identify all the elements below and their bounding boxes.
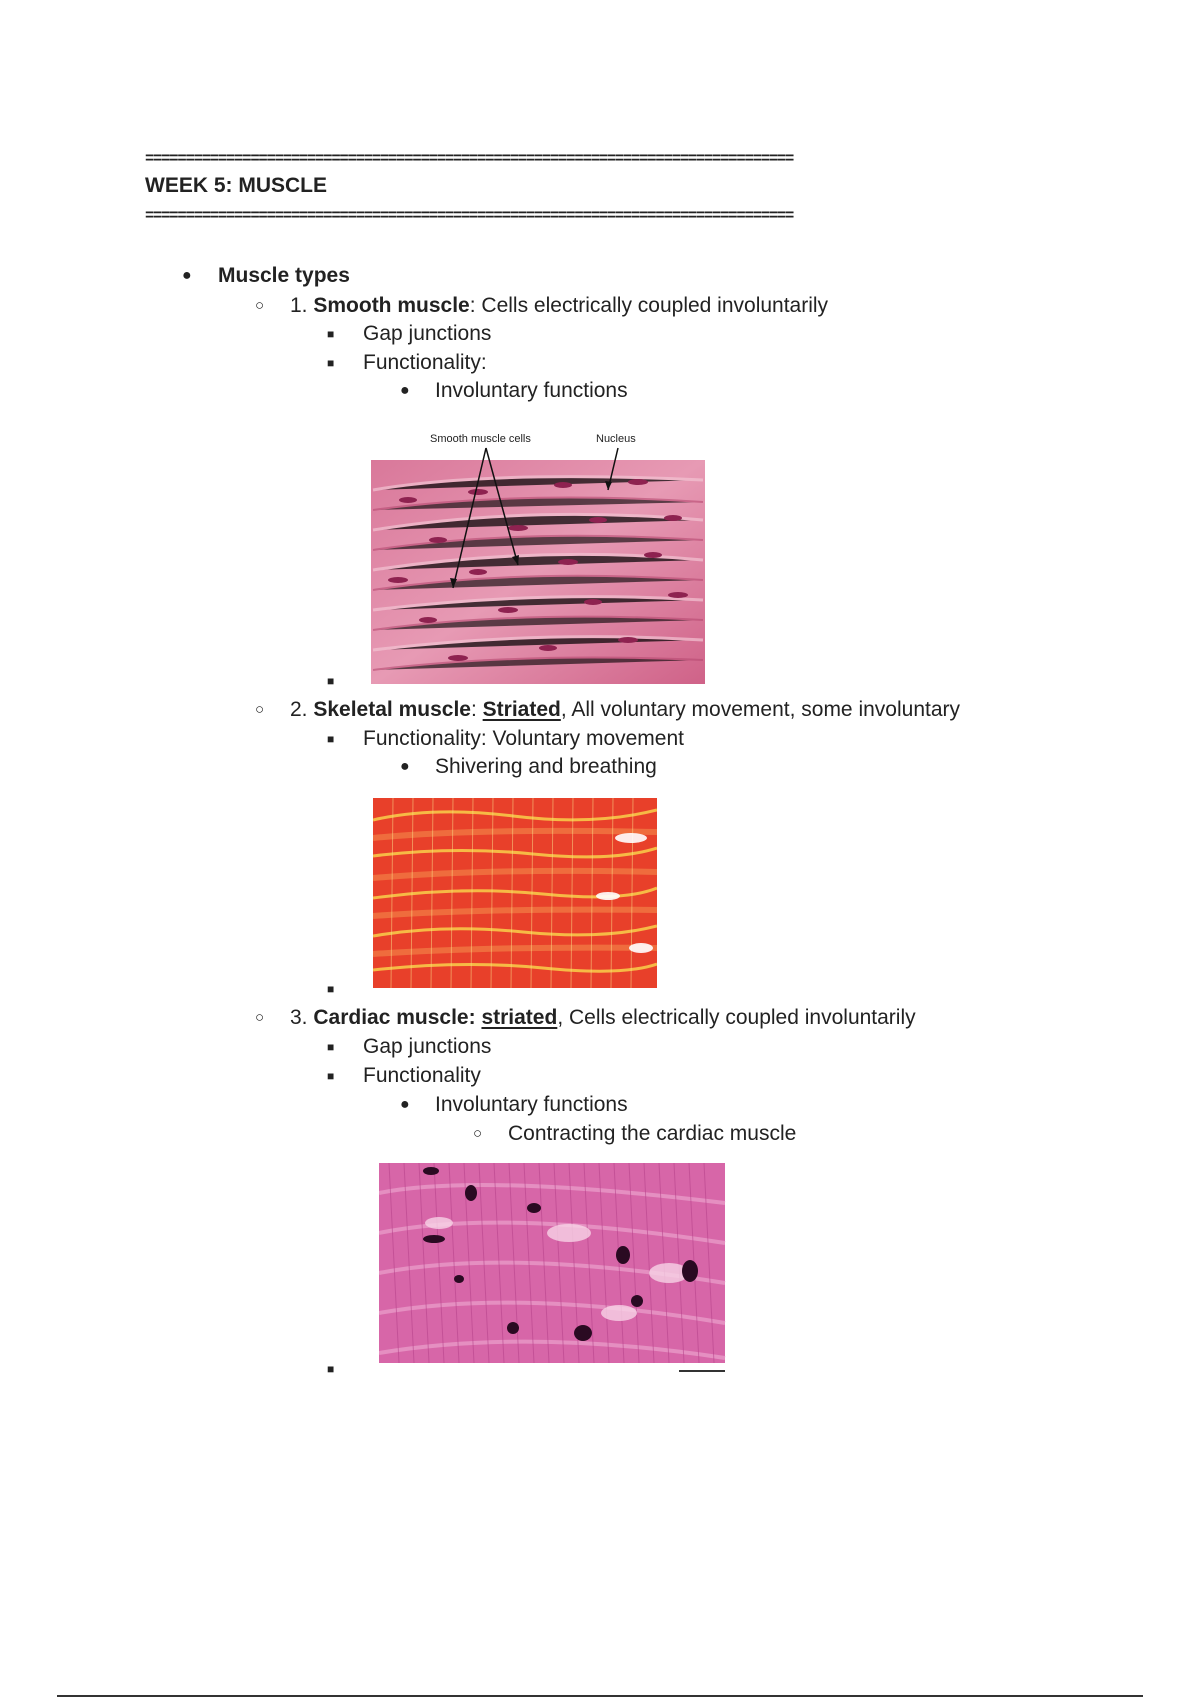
page-title: WEEK 5: MUSCLE <box>145 174 328 197</box>
label-smooth-muscle-cells: Smooth muscle cells <box>430 433 531 445</box>
list-item: Involuntary functions <box>435 1093 628 1116</box>
bullet-square: ■ <box>327 732 335 746</box>
list-item: Contracting the cardiac muscle <box>508 1122 797 1145</box>
bullet-circle: ○ <box>255 701 265 718</box>
cardiac-muscle-desc: , Cells electrically coupled involuntarily <box>557 1006 916 1029</box>
item-number: 2. <box>290 698 308 721</box>
colon: : <box>470 698 477 721</box>
skeletal-muscle-name: Skeletal muscle <box>313 698 471 721</box>
cardiac-muscle-micrograph <box>379 1163 727 1378</box>
bullet-disc: ● <box>182 267 192 284</box>
bullet-square: ■ <box>327 1069 335 1083</box>
bullet-square: ■ <box>327 327 335 341</box>
skeletal-striated-emphasis: Striated <box>482 698 561 721</box>
smooth-muscle-micrograph <box>368 420 708 685</box>
list-item: Functionality: <box>363 351 487 374</box>
cardiac-striated-emphasis: striated <box>481 1006 558 1029</box>
list-item: Shivering and breathing <box>435 755 657 778</box>
list-item: Gap junctions <box>363 1035 492 1058</box>
list-item-muscle-types <box>218 262 350 290</box>
list-item-skeletal-muscle <box>290 696 960 724</box>
bullet-square: ■ <box>327 1040 335 1054</box>
bullet-disc: ● <box>400 758 410 775</box>
muscle-types-label: Muscle types <box>218 264 350 287</box>
bullet-square: ■ <box>327 674 335 688</box>
smooth-muscle-desc: : Cells electrically coupled involuntarily <box>469 294 829 317</box>
top-divider: ================================================================================ <box>145 150 794 168</box>
bullet-square: ■ <box>327 356 335 370</box>
list-item: Gap junctions <box>363 322 492 345</box>
list-item-cardiac-muscle <box>290 1004 916 1032</box>
bullet-circle: ○ <box>473 1125 483 1142</box>
page-bottom-rule <box>57 1695 1143 1697</box>
item-number: 1. <box>290 294 308 317</box>
bullet-disc: ● <box>400 382 410 399</box>
list-item: Functionality: Voluntary movement <box>363 727 684 750</box>
bullet-disc: ● <box>400 1096 410 1113</box>
bullet-circle: ○ <box>255 297 265 314</box>
cardiac-muscle-name: Cardiac muscle: <box>313 1006 476 1029</box>
list-item: Involuntary functions <box>435 379 628 402</box>
bottom-divider: ================================================================================ <box>145 207 794 225</box>
list-item-smooth-muscle <box>290 292 828 320</box>
bullet-square: ■ <box>327 1362 335 1376</box>
smooth-muscle-name: Smooth muscle <box>313 294 470 317</box>
bullet-square: ■ <box>327 982 335 996</box>
bullet-circle: ○ <box>255 1009 265 1026</box>
skeletal-muscle-micrograph <box>373 798 657 990</box>
label-nucleus: Nucleus <box>596 433 636 445</box>
item-number: 3. <box>290 1006 308 1029</box>
list-item: Functionality <box>363 1064 481 1087</box>
skeletal-muscle-desc: , All voluntary movement, some involuntary <box>560 698 961 721</box>
